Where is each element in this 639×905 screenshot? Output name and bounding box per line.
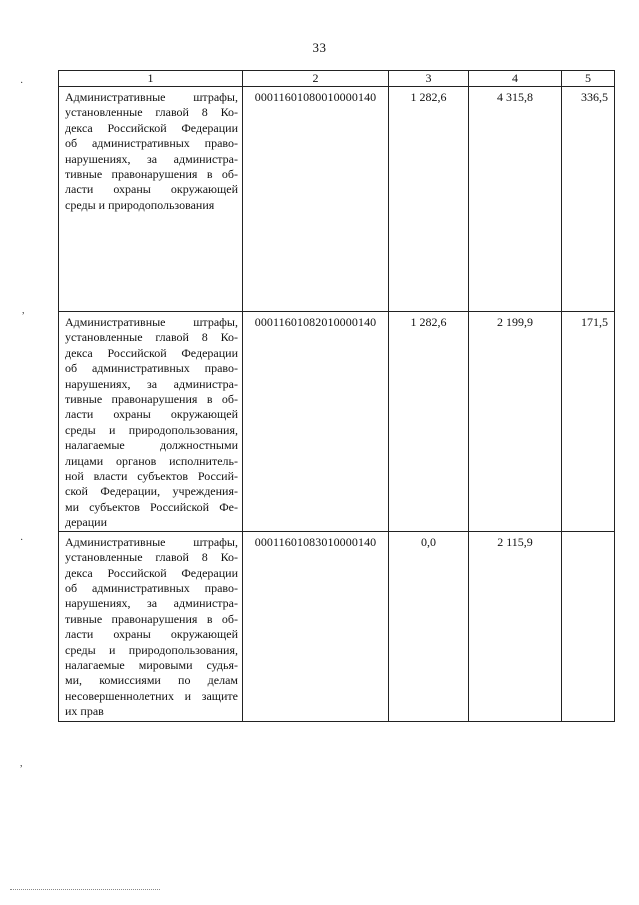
page-number: 33 (312, 40, 327, 55)
description-line: тивные правонарушения в об- (65, 611, 238, 626)
revenue-table (58, 70, 615, 722)
margin-mark: · (20, 535, 24, 546)
description-line: их прав (65, 704, 104, 719)
table-row (59, 312, 615, 532)
description-line: лицами органов исполнитель- (65, 453, 238, 468)
description-line: ласти охраны окружающей (65, 182, 238, 197)
description-line: декса Российской Федерации (65, 565, 238, 580)
margin-mark: · (20, 78, 24, 89)
description-line: установленные главой 8 Ко- (65, 105, 238, 120)
value-col5 (562, 531, 615, 721)
table-header-row (59, 71, 615, 87)
description-line: Административные штрафы, (65, 315, 238, 329)
column-header: 5 (562, 71, 615, 87)
margin-mark: , (22, 305, 25, 316)
description-line: декса Российской Федерации (65, 345, 238, 360)
description-line: ми субъектов Российской Фе- (65, 499, 238, 514)
description-line: налагаемые мировыми судья- (65, 657, 238, 672)
description-line: об административных право- (65, 361, 238, 376)
value-col3: 0,0 (389, 531, 469, 721)
description-line: среды и природопользования (65, 197, 215, 212)
description-line: ласти охраны окружающей (65, 407, 238, 422)
description-line: Административные штрафы, (65, 90, 238, 104)
value-col5: 171,5 (562, 312, 615, 532)
value-col4: 2 115,9 (469, 531, 562, 721)
description-line: нарушениях, за администра- (65, 151, 238, 166)
value-col4: 2 199,9 (469, 312, 562, 532)
description-line: налагаемые должностными (65, 438, 238, 453)
description-line: установленные главой 8 Ко- (65, 330, 238, 345)
description-line: Административные штрафы, (65, 534, 238, 549)
table-row (59, 531, 615, 721)
description-line: тивные правонарушения в об- (65, 167, 238, 182)
value-col3: 1 282,6 (389, 87, 469, 312)
budget-code: 00011601080010000140 (243, 87, 389, 312)
column-header: 2 (243, 71, 389, 87)
value-col5: 336,5 (562, 87, 615, 312)
description-line: об административных право- (65, 580, 238, 595)
row-description (59, 531, 243, 721)
description-line: декса Российской Федерации (65, 120, 238, 135)
description-line: установленные главой 8 Ко- (65, 550, 238, 565)
column-header: 3 (389, 71, 469, 87)
budget-code: 00011601082010000140 (243, 312, 389, 532)
description-line: среды и природопользования, (65, 422, 238, 437)
description-line: ласти охраны окружающей (65, 627, 238, 642)
value-col4: 4 315,8 (469, 87, 562, 312)
description-line: нарушениях, за администра- (65, 596, 238, 611)
description-line: тивные правонарушения в об- (65, 392, 238, 407)
row-description (59, 87, 243, 312)
column-header: 4 (469, 71, 562, 87)
budget-code: 00011601083010000140 (243, 531, 389, 721)
description-line: дерации (65, 515, 108, 530)
value-col3: 1 282,6 (389, 312, 469, 532)
scan-edge-line (10, 889, 160, 890)
table-row (59, 87, 615, 312)
description-line: ми, комиссиями по делам (65, 673, 238, 688)
description-line: нарушениях, за администра- (65, 376, 238, 391)
margin-mark: , (20, 758, 23, 769)
column-header: 1 (59, 71, 243, 87)
description-line: ской Федерации, учреждения- (65, 484, 238, 499)
row-description (59, 312, 243, 532)
description-line: ной власти субъектов Россий- (65, 469, 238, 484)
description-line: среды и природопользования, (65, 642, 238, 657)
description-line: об административных право- (65, 136, 238, 151)
description-line: несовершеннолетних и защите (65, 688, 238, 703)
